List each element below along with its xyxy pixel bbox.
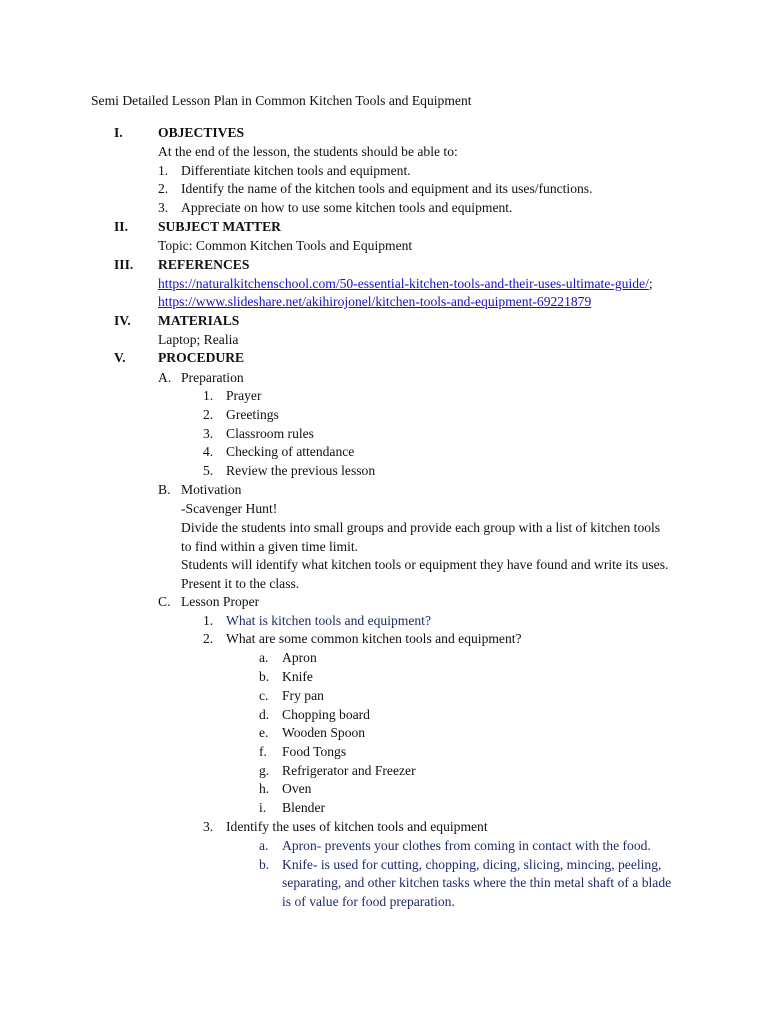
reference-link-2[interactable]: https://www.slideshare.net/akihirojonel/kitchen-tools-and-equipment-69221879: [158, 294, 592, 309]
section-numeral: IV.: [114, 313, 131, 328]
section-heading-references: REFERENCES: [158, 257, 250, 272]
section-numeral: II.: [114, 219, 128, 234]
motivation-line: Divide the students into small groups and provide each group with a list of kitchen tools: [181, 520, 661, 535]
section-numeral: III.: [114, 257, 134, 272]
section-heading-materials: MATERIALS: [158, 313, 240, 328]
motivation-line: to find within a given time limit.: [181, 539, 359, 554]
objectives-intro: At the end of the lesson, the students should be able to:: [158, 144, 458, 159]
subject-topic: Topic: Common Kitchen Tools and Equipment: [158, 238, 413, 253]
materials-text: Laptop; Realia: [158, 332, 239, 347]
motivation-line: Students will identify what kitchen tools or equipment they have found and write its uses.: [181, 557, 669, 572]
motivation-line: Present it to the class.: [181, 576, 300, 591]
section-heading-subject-matter: SUBJECT MATTER: [158, 219, 282, 234]
tool-use-continuation: separating, and other kitchen tasks where the thin metal shaft of a blade: [282, 875, 672, 890]
section-heading-procedure: PROCEDURE: [158, 350, 245, 365]
reference-separator: ;: [648, 276, 653, 291]
section-numeral: I.: [114, 125, 123, 140]
tool-use-continuation: is of value for food preparation.: [282, 894, 455, 909]
document-page: Semi Detailed Lesson Plan in Common Kitchen Tools and Equipment I. OBJECTIVES At the end of the lesson, the students should be able to: 1. Differentiate kitchen tools and equipment. 2. Identify the name of the kitchen tools and equipment and its uses/functions. 3. Appreciate on how to use some kitchen tools and equipment. II. SUBJECT MATTER Topic: Common Kitchen Tools and Equipment III. REFERENCES https://naturalkitchenschool.com/50-essential-kitchen-tools-and-their-uses-ultimate-guide/; https://www.slideshare.net/akihirojonel/kitchen-tools-and-equipment-69221879 IV. MATERIALS Laptop; Realia V. PROCEDURE A. Preparation 1. Prayer 2. Greetings 3. Classroom rules 4. Checking of attendance 5. Review the previous lesson B. Motivation -Scavenger Hunt! Divide the students into small groups and provide each group with a list of kitchen tools to find within a given time limit. Students will identify what kitchen tools or equipment they have found and write its uses. Present it to the class. C. Lesson Proper 1. What is kitchen tools and equipment? 2. What are some common kitchen tools and equipment? a. Apron b. Knife c. Fry pan d. Chopping board e. Wooden Spoon f. Food Tongs g. Refrigerator and Freezer h. Oven i. Blender 3. Identify the uses of kitchen tools and equipment a. Apron- prevents your clothes from coming in contact with the food. b. Knife- is used for cutting, chopping, dicing, slicing, mincing, peeling, separating, and other kitchen tasks where the thin metal shaft of a blade is of value for food preparation.: [91, 93, 672, 909]
document-title: Semi Detailed Lesson Plan in Common Kitchen Tools and Equipment: [91, 93, 472, 108]
reference-line-1: [158, 274, 653, 293]
reference-link-1[interactable]: https://naturalkitchenschool.com/50-essential-kitchen-tools-and-their-uses-ultimate-guide/: [158, 276, 649, 291]
section-numeral: V.: [114, 350, 126, 365]
motivation-line: -Scavenger Hunt!: [181, 501, 278, 516]
reference-line-2: [158, 292, 591, 311]
section-heading-objectives: OBJECTIVES: [158, 125, 245, 140]
